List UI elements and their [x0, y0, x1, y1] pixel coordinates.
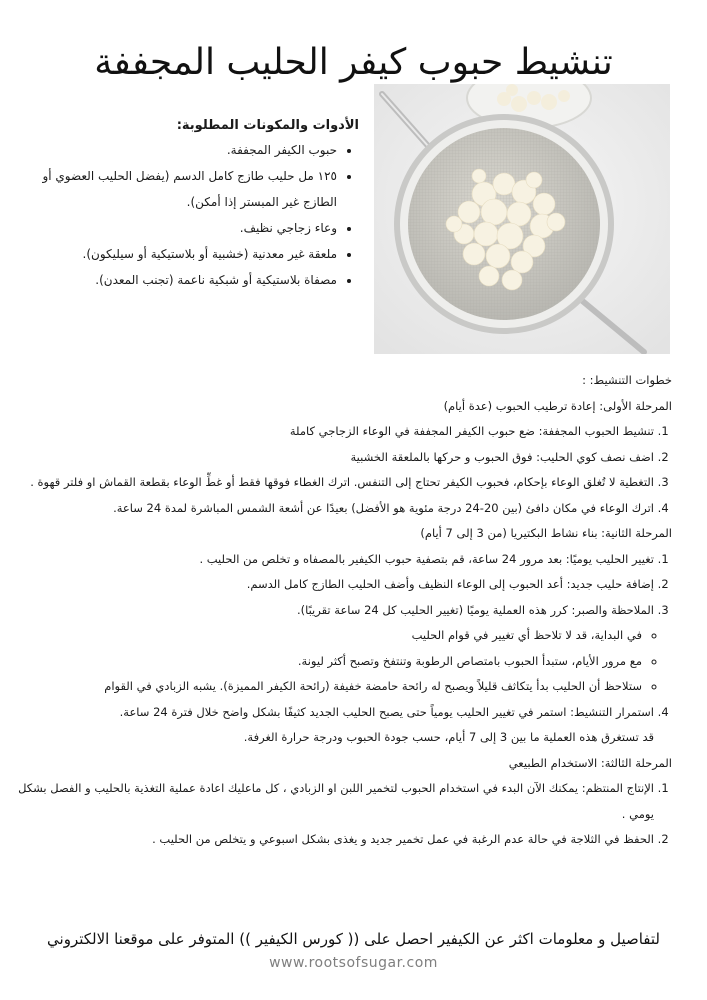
phase2-step: 2. إضافة حليب جديد: أعد الحبوب إلى الوعاء النظيف وأضف الحليب الطازج كامل الدسم.	[17, 572, 654, 598]
phase3-step: 2. الحفظ في الثلاجة في حالة عدم الرغبة في عمل تخمير جديد و يغذى بشكل اسبوعي و يتخلص من الحليب .	[17, 827, 654, 853]
phase1-step: 2. اضف نصف كوي الحليب: فوق الحبوب و حركها بالملعقة الخشبية	[17, 445, 654, 471]
phase2-step: 1. تغيير الحليب يوميًا: بعد مرور 24 ساعة، قم بتصفية حبوب الكيفير بالمصفاه و تخلص من الحليب .	[17, 547, 654, 573]
phase2-step: 4. استمرار التنشيط: استمر في تغيير الحليب يومياً حتى يصبح الحليب الجديد كثيفًا بشكل واضح خلال فترة 24 ساعة.	[17, 700, 654, 726]
phase1-step: 4. اترك الوعاء في مكان دافئ (بين 20-24 درجة مئوية هو الأفضل) بعيدًا عن أشعة الشمس المباشرة لمدة 24 ساعة.	[17, 496, 654, 522]
phase2-note: قد تستغرق هذه العملية ما بين 3 إلى 7 أيام، حسب جودة الحبوب ودرجة حرارة الغرفة.	[243, 730, 654, 744]
page-title: تنشيط حبوب كيفر الحليب المجففة	[94, 42, 613, 84]
kefir-strainer-photo	[374, 84, 670, 354]
phase3-title: المرحلة الثالثة: الاستخدام الطبيعي	[508, 755, 672, 770]
phase2-observations	[17, 623, 672, 700]
observation-item: ◦ في البداية، قد لا تلاحظ أي تغيير في قوام الحليب	[17, 623, 642, 649]
phase2-step: 3. الملاحظة والصبر: كرر هذه العملية يوميًا (تغيير الحليب كل 24 ساعة تقريبًا).	[17, 598, 654, 624]
observation-item: ◦ مع مرور الأيام، ستبدأ الحبوب بامتصاص الرطوبة وتنتفخ وتصبح أكثر ليونة.	[17, 649, 642, 675]
tool-item: • مصفاة بلاستيكية أو شبكية ناعمة (تجنب المعدن).	[29, 267, 337, 293]
tool-item: • ملعقة غير معدنية (خشبية أو بلاستيكية أو سيليكون).	[29, 241, 337, 267]
kefir-grains-image	[374, 84, 670, 354]
phase2-list-continued	[17, 700, 672, 726]
phase2-list	[17, 547, 672, 624]
phase1-step: 1. تنشيط الحبوب المجففة: ضع حبوب الكيفر المجففة في الوعاء الزجاجي كاملة	[17, 419, 654, 445]
phase1-title: المرحلة الأولى: إعادة ترطيب الحبوب (عدة أيام)	[443, 398, 672, 413]
phase2-title: المرحلة الثانية: بناء نشاط البكتيريا (من 3 إلى 7 أيام)	[420, 526, 672, 540]
tools-list	[29, 137, 359, 293]
website-link[interactable]: www.rootsofsugar.com	[269, 955, 438, 971]
observation-item: ◦ ستلاحظ أن الحليب بدأ يتكاثف قليلاً ويصبح له رائحة حامضة خفيفة (رائحة الكيفر المميزة). يشبه الزبادي في القوام	[17, 674, 642, 700]
phase1-step: 3. التغطية لا تُغلق الوعاء بإحكام، فحبوب الكيفر تحتاج إلى التنفس. اترك الغطاء فوقها فقط أو غطِّ الوعاء بقطعة القماش او فلتر قهوة .	[17, 470, 654, 496]
tool-item: • حبوب الكيفر المجففة.	[29, 137, 337, 163]
tool-item: • ١٢٥ مل حليب طازج كامل الدسم (يفضل الحليب العضوي أو الطازج غير المبستر إذا أمكن).	[29, 163, 337, 215]
steps-intro: خطوات التنشيط: :	[582, 373, 672, 387]
steps-section	[17, 368, 672, 853]
phase3-list	[17, 776, 672, 853]
footer-cta: لتفاصيل و معلومات اكثر عن الكيفير احصل على (( كورس الكيفير )) المتوفر على موقعنا الالكتروني	[47, 930, 660, 948]
phase3-step: 1. الإنتاج المنتظم: يمكنك الآن البدء في استخدام الحبوب لتخمير اللبن او الزبادي ، كل ماعليك اعادة عملية التغذية بالحليب و الفصل بشكل يومي .	[17, 776, 654, 827]
phase1-list	[17, 419, 672, 521]
tool-item: • وعاء زجاجي نظيف.	[29, 215, 337, 241]
tools-section	[29, 118, 359, 293]
tools-heading: الأدوات والمكونات المطلوبة:	[176, 118, 359, 133]
